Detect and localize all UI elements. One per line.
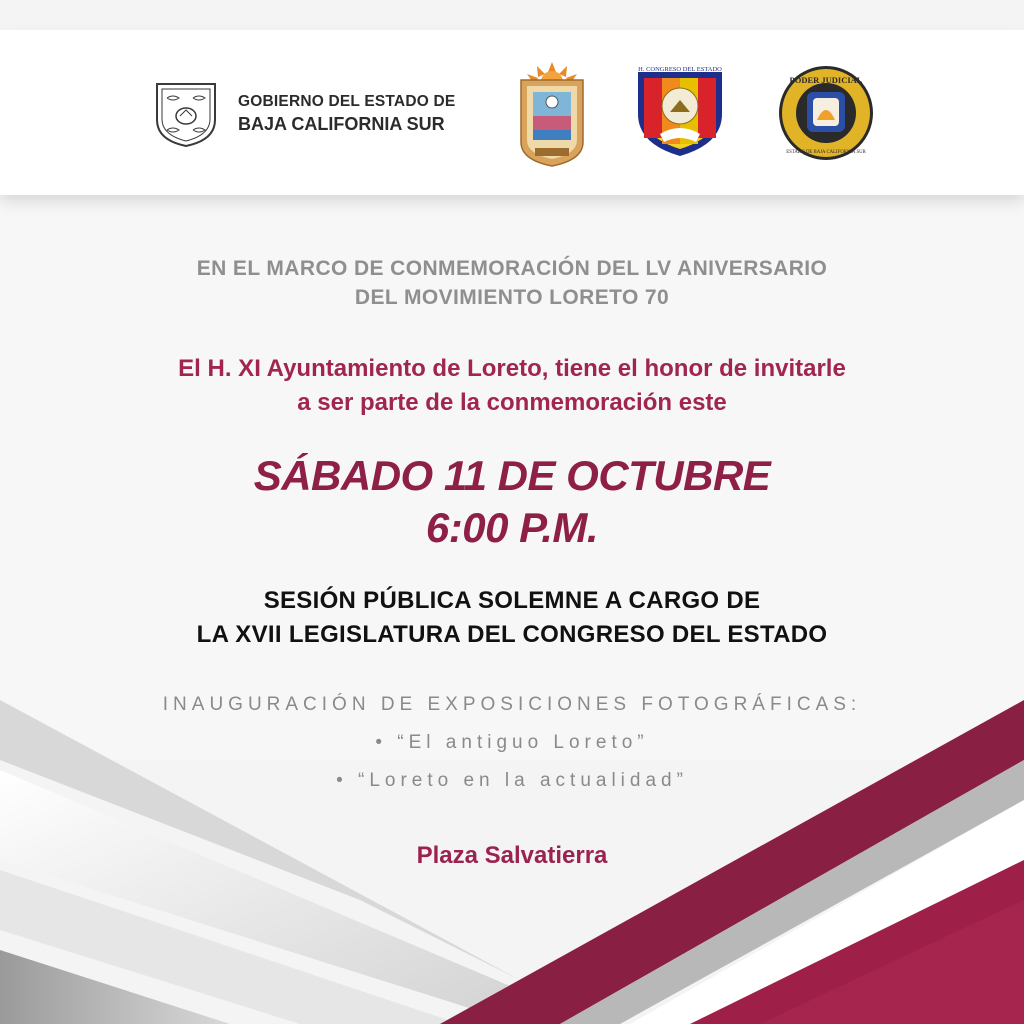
gobierno-shield-icon	[153, 80, 219, 148]
congreso-seal-text: H. CONGRESO DEL ESTADO	[638, 66, 722, 73]
invitation-text	[0, 352, 1024, 420]
loreto-seal-icon	[517, 62, 587, 168]
judicial-seal-subtext: ESTADO DE BAJA CALIFORNIA SUR	[786, 150, 866, 155]
session-text	[0, 584, 1024, 652]
invitation-line-1: El H. XI Ayuntamiento de Loreto, tiene el honor de invitarle	[178, 355, 846, 382]
poder-judicial-seal-icon	[777, 64, 875, 162]
event-date: SÁBADO 11 DE OCTUBRE	[253, 452, 771, 499]
exhibitions-title: INAUGURACIÓN DE EXPOSICIONES FOTOGRÁFICAS:	[162, 694, 862, 715]
exhibition-item: • “El antiguo Loreto”	[375, 732, 649, 753]
event-time: 6:00 P.M.	[425, 504, 599, 551]
exhibitions	[0, 686, 1024, 800]
gobierno-line-1: GOBIERNO DEL ESTADO DE	[238, 93, 456, 110]
gobierno-name	[238, 93, 455, 135]
intro-line-1: EN EL MARCO DE CONMEMORACIÓN DEL LV ANIVERSARIO	[196, 257, 828, 280]
session-line-2: LA XVII LEGISLATURA DEL CONGRESO DEL ESTADO	[196, 621, 828, 648]
event-datetime	[0, 450, 1024, 554]
session-line-1: SESIÓN PÚBLICA SOLEMNE A CARGO DE	[263, 587, 761, 614]
invitation-line-2: a ser parte de la conmemoración este	[297, 389, 727, 416]
event-location: Plaza Salvatierra	[416, 842, 608, 869]
congreso-seal-icon	[630, 62, 730, 158]
gobierno-line-2: BAJA CALIFORNIA SUR	[238, 114, 445, 134]
judicial-seal-text: PODER JUDICIAL	[789, 75, 863, 85]
exhibition-item: • “Loreto en la actualidad”	[336, 770, 688, 791]
intro-text	[0, 254, 1024, 312]
intro-line-2: DEL MOVIMIENTO LORETO 70	[354, 286, 670, 309]
